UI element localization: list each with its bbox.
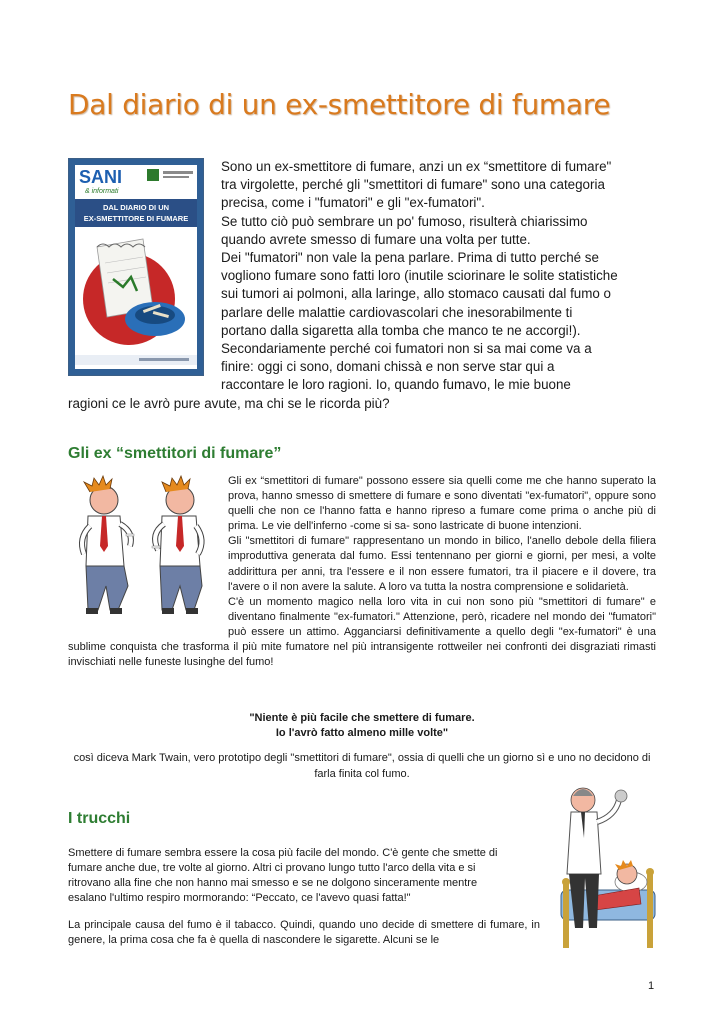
intro-line: Sono un ex-smettitore di fumare, anzi un ex “smettitore di fumare" bbox=[221, 159, 612, 174]
intro-line: Se tutto ciò può sembrare un po' fumoso, risulterà chiarissimo bbox=[221, 213, 588, 229]
intro-line: sui tumori ai polmoni, alla laringe, allo stomaco causati dal fumo o bbox=[221, 286, 612, 302]
section-heading-ex-smettitori: Gli ex “smettitori di fumare” bbox=[68, 445, 282, 462]
quote-attribution: così diceva Mark Twain, vero prototipo degli "smettitori di fumare", ossia di quelli che un giorno sì e uno no decidono di farla finita col fumo. bbox=[73, 752, 651, 780]
section1-paragraph: Gli ex “smettitori di fumare" possono essere sia quelli come me che hanno superato la prova, hanno smesso di smettere di fumare e sono diventati "ex-fumatori", oppure sono quelli che non ce l'hanno fatta e hanno ripreso a fumare come prima o anche più di prima. Le vie dell'inferno -come si sa- sono lastricate di buone intenzioni. bbox=[228, 475, 656, 533]
section2-line: ritrovano alla fine che non hanno mai smesso e se ne dolgono sinceramente mentre bbox=[68, 877, 478, 890]
book-brand-sub: & informati bbox=[85, 188, 119, 195]
mark-twain-quote bbox=[68, 711, 656, 741]
intro-line: tra virgolette, perché gli "smettitori di fumare" sono una categoria bbox=[221, 177, 605, 193]
section1-body bbox=[68, 474, 656, 670]
book-brand: SANI bbox=[79, 167, 123, 187]
doctor-patient-illustration bbox=[553, 778, 659, 954]
quote-line: Io l'avrò fatto almeno mille volte" bbox=[275, 727, 449, 739]
intro-line: portano dalla sigaretta alla tomba che manco te ne accorgi!). bbox=[221, 322, 581, 338]
section2-line: esalano l'ultimo respiro mormorando: “Peccato, ce l'avevo quasi fatta!" bbox=[68, 892, 411, 905]
book-cover-title-2: EX-SMETTITORE DI FUMARE bbox=[83, 214, 189, 223]
section-heading-trucchi: I trucchi bbox=[68, 810, 131, 827]
page-title: Dal diario di un ex-smettitore di fumare bbox=[68, 88, 611, 121]
intro-line: vogliono fumare sono fatti loro (inutile sciorinare le solite statistiche bbox=[221, 268, 618, 284]
intro-line: raccontare le loro ragioni. Io, quando fumavo, le mie buone bbox=[221, 377, 571, 393]
intro-line: ragioni ce le avrò pure avute, ma chi se le ricorda più? bbox=[68, 395, 390, 411]
intro-line: precisa, come i "fumatori" e gli "ex-fumatori". bbox=[221, 195, 485, 211]
section1-paragraph: C'è un momento magico nella loro vita in cui non sono più "smettitori di fumare" e diventano finalmente "ex-fumatori." Attenzione, però, ricadere nel mondo dei "fumatori" può essere un attimo. Agganciarsi definitivamente a quello degli "ex-fumatori" è una sublime conquista che trasforma il più mite fumatore nel più intransigente rottweiler nei confronti dei disgraziati rimasti invischiati nelle funeste lusinghe del fumo! bbox=[68, 595, 656, 669]
book-cover-image bbox=[68, 158, 204, 376]
intro-line: finire: oggi ci sono, domani chissà e non serve star qui a bbox=[221, 359, 555, 375]
two-men-illustration bbox=[68, 474, 216, 624]
intro-line: parlare delle malattie cardiovascolari che inesorabilmente ti bbox=[221, 304, 573, 320]
intro-paragraph bbox=[68, 158, 658, 413]
section2-line: fumare anche due, tre volte al giorno. Altri ci provano lungo tutto l'arco della vita e si bbox=[68, 862, 476, 875]
book-cover-title-1: DAL DIARIO DI UN bbox=[102, 203, 170, 212]
intro-line: Secondariamente perché coi fumatori non si sa mai come va a bbox=[221, 341, 592, 357]
section2-line: Smettere di fumare sembra essere la cosa più facile del mondo. C'è gente che smette di bbox=[68, 847, 498, 859]
intro-line: quando avrete smesso di fumare una volta per tutte. bbox=[221, 231, 531, 247]
intro-line: Dei "fumatori" non vale la pena parlare. Prima di tutto perché se bbox=[221, 250, 599, 266]
quote-line: "Niente è più facile che smettere di fumare. bbox=[249, 712, 475, 724]
section2-paragraph-2: La principale causa del fumo è il tabacco. Quindi, quando uno decide di smettere di fumare, in genere, la prima cosa che fa è quella di nascondere le sigarette. Alcuni se le bbox=[68, 919, 540, 947]
section1-paragraph: Gli "smettitori di fumare" rappresentano un mondo in bilico, l'anello debole della filiera improduttiva generata dal fumo. Essi tentennano per giorni e giorni, per mesi, a volte addirittura per anni, tra l'essere e il non essere fumatori, tra il piacere e il dovere, tra l'avere o il non avere la salute. A loro va tutta la nostra comprensione e solidarietà. bbox=[228, 535, 656, 593]
page-number: 1 bbox=[648, 980, 655, 992]
book-cover-illustration bbox=[69, 159, 203, 375]
section2-paragraph-1 bbox=[68, 846, 540, 906]
man-right-figure bbox=[152, 476, 202, 614]
man-left-figure bbox=[82, 476, 134, 614]
